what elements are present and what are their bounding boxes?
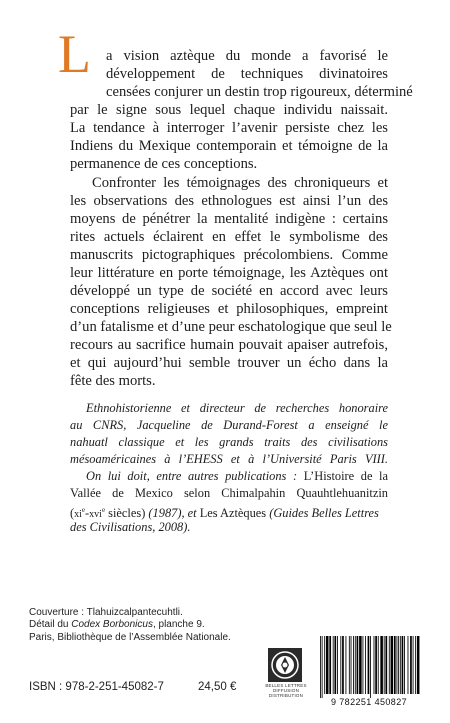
barcode-bar — [415, 636, 416, 694]
credits-text: , planche 9. — [152, 619, 205, 631]
barcode-bar — [351, 636, 352, 694]
bio-centuries: siècles) — [105, 506, 146, 521]
bio-line: nahuatl classique et les grands traits des civilisations — [70, 435, 388, 449]
paragraph2-line: moyens de pénétrer la mentalité indigène : certains — [70, 211, 388, 227]
barcode-bar — [385, 636, 387, 694]
barcode-bar — [320, 636, 321, 698]
paragraph1-line: développement de techniques divinatoires — [106, 66, 388, 82]
credits-text: Détail du — [29, 619, 72, 631]
distributor-line: BELLES LETTRES — [265, 683, 307, 688]
barcode-bar — [329, 636, 331, 694]
credits-line: Paris, Bibliothèque de l’Assemblée Nationale. — [29, 631, 231, 643]
paragraph1-line: par le signe sous lequel chaque individu naissait. — [70, 102, 388, 118]
barcode-bar — [398, 636, 399, 694]
barcode-bar — [375, 636, 377, 694]
credits-line: Couverture : Tlahuizcalpantecuhtli. — [29, 607, 183, 618]
barcode-bar — [380, 636, 383, 694]
barcode-bar — [333, 636, 334, 694]
barcode-bar — [402, 636, 404, 694]
barcode-digits: 9 782251 450827 — [330, 697, 408, 707]
bio-sup: e — [101, 506, 106, 514]
barcode-bar — [326, 636, 329, 694]
bio-line: Vallée de Mexico selon Chimalpahin Quauhtlehuanitzin — [70, 486, 388, 500]
barcode-bar — [359, 636, 362, 694]
barcode-bar — [324, 636, 325, 694]
barcode-bar — [357, 636, 359, 694]
bio-line: Ethnohistorienne et directeur de recherches honoraire — [86, 401, 388, 415]
barcode-bar — [346, 636, 347, 694]
barcode-bar — [413, 636, 414, 694]
paragraph1-line: Indiens du Mexique contemporain et témoigne de la — [70, 138, 388, 154]
bio-collection: (Guides Belles Lettres — [269, 506, 379, 521]
price: 24,50 € — [198, 681, 237, 693]
distributor-line: DIFFUSION — [272, 688, 300, 693]
bio-century-start: xi — [74, 509, 82, 521]
barcode-bar — [355, 636, 356, 694]
paragraph2-line: rites actuels éclairent en effet le symbolisme des — [70, 229, 388, 245]
barcode-bar — [353, 636, 354, 694]
bio-line: mésoaméricaines à l’EHESS et à l’Université Paris VIII. — [70, 452, 388, 466]
paragraph2-line: conceptions religieuses et philosophiques, empreint — [70, 301, 388, 317]
credits-line — [29, 619, 289, 631]
barcode-bar — [349, 636, 350, 694]
barcode-bar — [337, 636, 338, 694]
bio-book-title: L’Histoire de la — [303, 469, 388, 483]
barcode-bar — [408, 636, 409, 694]
barcode-bar — [389, 636, 390, 694]
bio-line: des Civilisations, 2008). — [70, 520, 191, 534]
paragraph2-line: leur littérature en porte témoignage, les Aztèques ont — [70, 265, 388, 281]
cover-credits — [29, 607, 289, 644]
paragraph2-line: Confronter les témoignages des chroniqueurs et — [92, 175, 388, 191]
publisher-logo-icon — [268, 648, 302, 682]
barcode-bar — [378, 636, 379, 694]
distributor-label — [264, 683, 308, 698]
paragraph2-line: manuscrits pictographiques précolombiens. Comme — [70, 247, 388, 263]
credits-codex: Codex Borbonicus — [71, 619, 153, 631]
barcode-bar — [340, 636, 341, 694]
bio-publications-intro: On lui doit, entre autres publications : — [86, 469, 304, 483]
barcode-bar — [374, 636, 375, 694]
barcode-bar — [342, 636, 344, 694]
bio-book-title-2: Les Aztèques — [199, 506, 270, 521]
barcode-bar — [400, 636, 401, 694]
paragraph2-line: d’un fatalisme et d’une peur eschatologique que seul le — [70, 319, 392, 335]
paragraph2-line: les observations des ethnologues est ainsi l’un des — [70, 193, 388, 209]
barcode-icon — [316, 636, 424, 698]
bio-line: au CNRS, Jacqueline de Durand-Forest a enseigné le — [70, 418, 388, 432]
bio-paren: ( — [70, 506, 75, 521]
barcode-bar — [365, 636, 366, 694]
barcode-bar — [384, 636, 385, 694]
paragraph1-line: censées conjurer un destin trop rigoureux, déterminé — [106, 84, 413, 100]
paragraph1-line: permanence de ces conceptions. — [70, 156, 258, 172]
barcode-bar — [363, 636, 364, 694]
barcode-bar — [394, 636, 396, 694]
isbn: ISBN : 978-2-251-45082-7 — [29, 681, 164, 693]
barcode-bar — [368, 636, 370, 694]
paragraph2-line: recours au sacrifice humain pouvait apaiser autrefois, — [70, 337, 388, 353]
bio-sup: e — [81, 506, 86, 514]
barcode-bar — [417, 636, 420, 694]
paragraph1-line: La tendance à interroger l’avenir persiste chez les — [70, 120, 388, 136]
barcode-bar — [397, 636, 398, 694]
barcode-bar — [410, 636, 412, 694]
paragraph2-line: développé un type de société en accord avec leurs — [70, 283, 388, 299]
paragraph2-line: fête des morts. — [70, 373, 156, 389]
bio-year: (1987), et — [145, 506, 200, 521]
paragraph1-line: a vision aztèque du monde a favorisé le — [106, 48, 388, 64]
barcode-bar — [404, 636, 405, 694]
barcode-bar — [322, 636, 323, 698]
distributor-line: DISTRIBUTION — [268, 693, 304, 698]
bio-line — [86, 468, 388, 484]
bio-dash: - — [85, 506, 90, 521]
barcode-bar — [391, 636, 394, 694]
bio-century-end: xvi — [89, 509, 102, 521]
barcode-bar — [370, 636, 371, 698]
drop-cap: L — [58, 24, 91, 84]
barcode-bar — [334, 636, 336, 694]
paragraph2-line: et qui aujourd’hui semble trouver un écho dans la — [70, 355, 388, 371]
